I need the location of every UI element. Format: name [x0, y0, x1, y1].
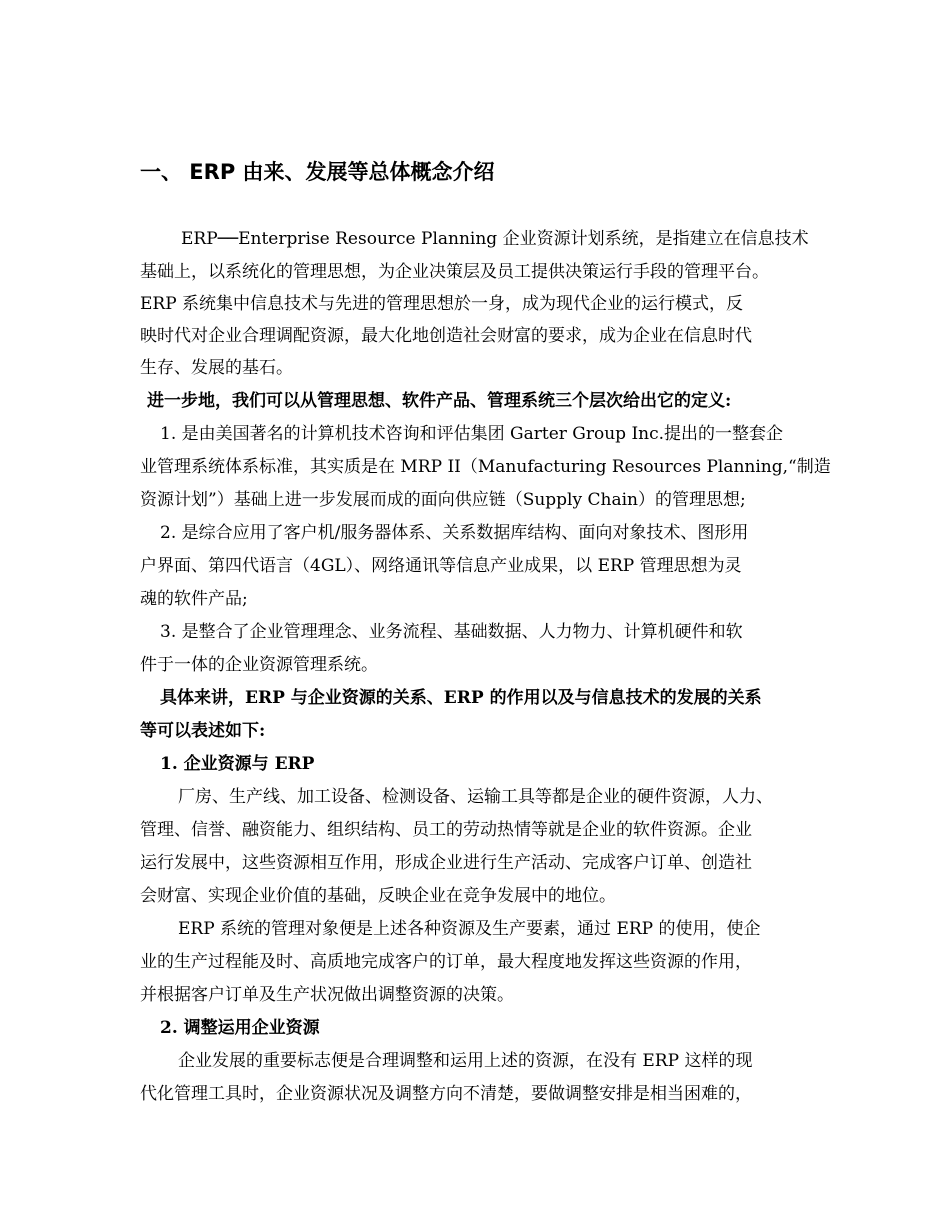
section-2-line: 企业发展的重要标志便是合理调整和运用上述的资源，在没有 ERP 这样的现: [178, 1051, 753, 1071]
list-item-3-line: 件于一体的企业资源管理系统。: [140, 655, 378, 675]
list-item-2-line: 2. 是综合应用了客户机/服务器体系、关系数据库结构、面向对象技术、图形用: [160, 523, 749, 543]
list-item-1-line: 资源计划”）基础上进一步发展而成的面向供应链（Supply Chain）的管理思想;: [140, 490, 746, 510]
relation-lead-line: 等可以表述如下:: [140, 721, 266, 741]
intro-line: 生存、发展的基石。: [140, 358, 293, 378]
section-1-p2-line: 业的生产过程能及时、高质地完成客户的订单，最大程度地发挥这些资源的作用，: [140, 952, 752, 972]
list-item-1-line: 业管理系统体系标准，其实质是在 MRP II（Manufacturing Resources Planning,“制造: [140, 457, 831, 477]
intro-line: ERP 系统集中信息技术与先进的管理思想於一身，成为现代企业的运行模式，反: [140, 294, 744, 314]
intro-line: 映时代对企业合理调配资源，最大化地创造社会财富的要求，成为企业在信息时代: [140, 326, 752, 346]
section-1-line: 运行发展中，这些资源相互作用，形成企业进行生产活动、完成客户订单、创造社: [140, 853, 752, 873]
definition-lead: 进一步地，我们可以从管理思想、软件产品、管理系统三个层次给出它的定义:: [147, 391, 732, 411]
intro-line: ERP──Enterprise Resource Planning 企业资源计划系统，是指建立在信息技术: [181, 229, 809, 249]
list-item-1-line: 1. 是由美国著名的计算机技术咨询和评估集团 Garter Group Inc.提出的一整套企: [160, 424, 784, 444]
section-2-line: 代化管理工具时，企业资源状况及调整方向不清楚，要做调整安排是相当困难的，: [140, 1084, 752, 1104]
list-item-2-line: 户界面、第四代语言（4GL）、网络通讯等信息产业成果，以 ERP 管理思想为灵: [140, 556, 742, 576]
section-1-p2-line: 并根据客户订单及生产状况做出调整资源的决策。: [140, 985, 514, 1005]
list-item-3-line: 3. 是整合了企业管理理念、业务流程、基础数据、人力物力、计算机硬件和软: [160, 622, 743, 642]
section-1-line: 会财富、实现企业价值的基础，反映企业在竞争发展中的地位。: [140, 886, 616, 906]
section-1-line: 厂房、生产线、加工设备、检测设备、运输工具等都是企业的硬件资源，人力、: [178, 787, 773, 807]
list-item-2-line: 魂的软件产品;: [140, 589, 248, 609]
intro-line: 基础上，以系统化的管理思想，为企业决策层及员工提供决策运行手段的管理平台。: [140, 262, 769, 282]
relation-lead-line: 具体来讲，ERP 与企业资源的关系、ERP 的作用以及与信息技术的发展的关系: [160, 688, 762, 708]
subsection-title-2: 2. 调整运用企业资源: [160, 1018, 320, 1038]
section-heading: 一、 ERP 由来、发展等总体概念介绍: [140, 160, 495, 184]
section-1-line: 管理、信誉、融资能力、组织结构、员工的劳动热情等就是企业的软件资源。企业: [140, 820, 752, 840]
subsection-title-1: 1. 企业资源与 ERP: [160, 754, 315, 774]
section-1-p2-line: ERP 系统的管理对象便是上述各种资源及生产要素，通过 ERP 的使用，使企: [178, 919, 761, 939]
